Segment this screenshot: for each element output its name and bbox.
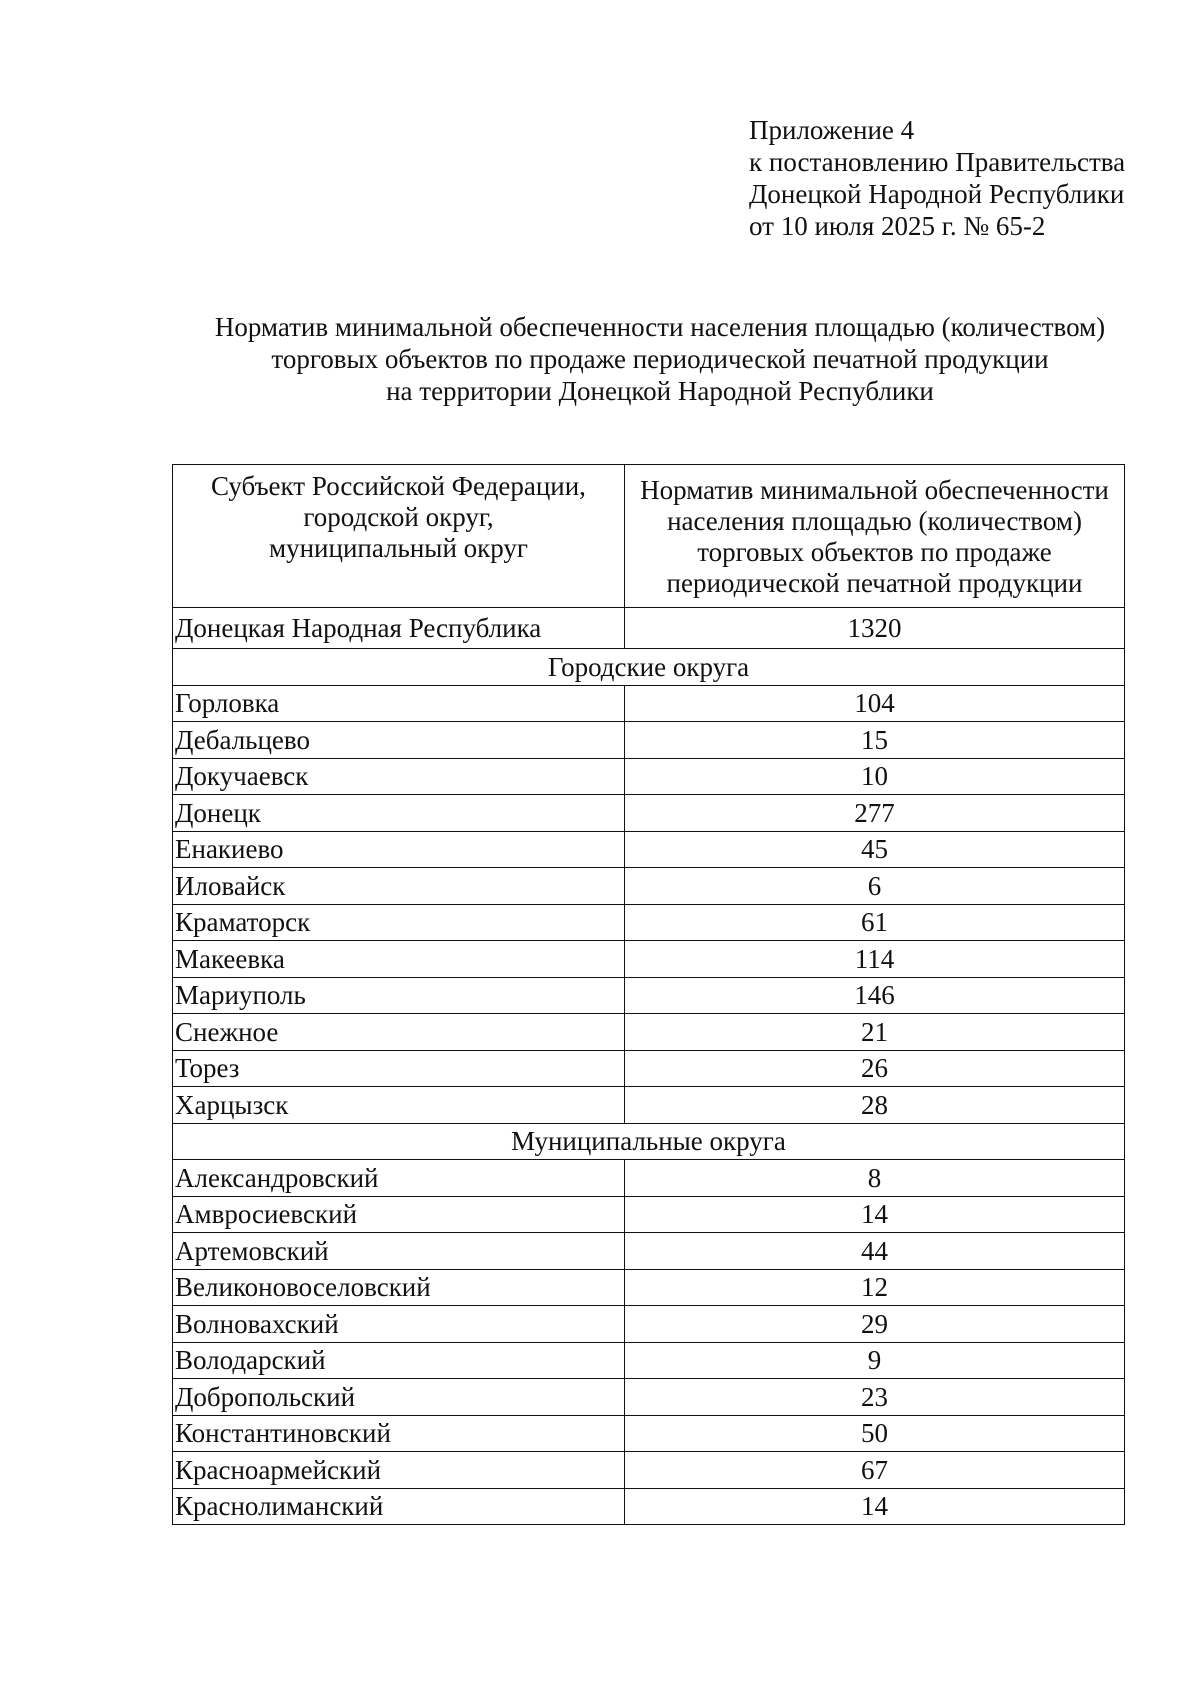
table-row [173, 977, 1125, 1014]
row-value: 1320 [625, 608, 1125, 649]
table-row [173, 722, 1125, 759]
row-value: 12 [625, 1269, 1125, 1306]
row-value: 10 [625, 758, 1125, 795]
norm-table [172, 464, 1125, 1525]
table-row [173, 1160, 1125, 1197]
title-line: Норматив минимальной обеспеченности населения площадью (количеством) [214, 312, 1106, 342]
header-line: муниципальный округ [269, 533, 528, 563]
table-row [173, 1196, 1125, 1233]
total-row [173, 608, 1125, 649]
table-row [173, 1452, 1125, 1489]
row-name: Краматорск [173, 904, 625, 941]
table-row [173, 685, 1125, 722]
row-name: Горловка [173, 685, 625, 722]
row-name: Володарский [173, 1342, 625, 1379]
section-urban: Городские округа [173, 649, 1125, 686]
row-name: Иловайск [173, 868, 625, 905]
row-value: 15 [625, 722, 1125, 759]
table-row [173, 941, 1125, 978]
row-name: Енакиево [173, 831, 625, 868]
header-subject [173, 465, 625, 608]
table-row [173, 1050, 1125, 1087]
header-norm [625, 465, 1125, 608]
row-name: Докучаевск [173, 758, 625, 795]
row-name: Волновахский [173, 1306, 625, 1343]
row-name: Константиновский [173, 1415, 625, 1452]
appendix-line: от 10 июля 2025 г. № 65-2 [749, 211, 1046, 241]
row-name: Добропольский [173, 1379, 625, 1416]
row-name: Красноармейский [173, 1452, 625, 1489]
table-row [173, 1269, 1125, 1306]
row-name: Снежное [173, 1014, 625, 1051]
row-name: Мариуполь [173, 977, 625, 1014]
table-row [173, 904, 1125, 941]
table-row [173, 831, 1125, 868]
table-row [173, 1415, 1125, 1452]
appendix-line: Приложение 4 [749, 115, 915, 145]
row-value: 146 [625, 977, 1125, 1014]
row-value: 21 [625, 1014, 1125, 1051]
header-line: городской округ, [303, 502, 494, 532]
row-name: Торез [173, 1050, 625, 1087]
table-row [173, 1342, 1125, 1379]
table-header-row [173, 465, 1125, 608]
appendix-line: к постановлению Правительства [749, 147, 1126, 177]
row-value: 50 [625, 1415, 1125, 1452]
row-name: Харцызск [173, 1087, 625, 1124]
row-value: 61 [625, 904, 1125, 941]
row-value: 29 [625, 1306, 1125, 1343]
row-name: Дебальцево [173, 722, 625, 759]
row-value: 44 [625, 1233, 1125, 1270]
table-row [173, 1306, 1125, 1343]
header-line: Субъект Российской Федерации, [211, 471, 586, 501]
table-row [173, 1014, 1125, 1051]
section-row [173, 649, 1125, 686]
row-name: Артемовский [173, 1233, 625, 1270]
table-row [173, 1379, 1125, 1416]
header-line: Норматив минимальной обеспеченности [640, 475, 1109, 505]
row-value: 14 [625, 1488, 1125, 1525]
row-value: 114 [625, 941, 1125, 978]
row-value: 28 [625, 1087, 1125, 1124]
row-name: Донецкая Народная Республика [173, 608, 625, 649]
row-name: Великоновоселовский [173, 1269, 625, 1306]
table-row [173, 1233, 1125, 1270]
table-row [173, 795, 1125, 832]
row-value: 8 [625, 1160, 1125, 1197]
appendix-block [749, 114, 1125, 242]
section-row [173, 1123, 1125, 1160]
row-name: Амвросиевский [173, 1196, 625, 1233]
row-value: 104 [625, 685, 1125, 722]
table-row [173, 868, 1125, 905]
row-value: 6 [625, 868, 1125, 905]
row-value: 67 [625, 1452, 1125, 1489]
header-line: торговых объектов по продаже [697, 537, 1052, 567]
row-name: Донецк [173, 795, 625, 832]
row-name: Александровский [173, 1160, 625, 1197]
row-value: 14 [625, 1196, 1125, 1233]
row-name: Краснолиманский [173, 1488, 625, 1525]
header-line: периодической печатной продукции [666, 568, 1083, 598]
row-name: Макеевка [173, 941, 625, 978]
header-line: населения площадью (количеством) [667, 506, 1082, 536]
row-value: 26 [625, 1050, 1125, 1087]
table-row [173, 1087, 1125, 1124]
row-value: 45 [625, 831, 1125, 868]
title-line: торговых объектов по продаже периодической печатной продукции [271, 344, 1049, 374]
section-municipal: Муниципальные округа [173, 1123, 1125, 1160]
row-value: 277 [625, 795, 1125, 832]
row-value: 9 [625, 1342, 1125, 1379]
document-title [110, 311, 1200, 407]
table-row [173, 1488, 1125, 1525]
table-row [173, 758, 1125, 795]
row-value: 23 [625, 1379, 1125, 1416]
appendix-line: Донецкой Народной Республики [749, 179, 1125, 209]
title-line: на территории Донецкой Народной Республики [386, 376, 934, 406]
